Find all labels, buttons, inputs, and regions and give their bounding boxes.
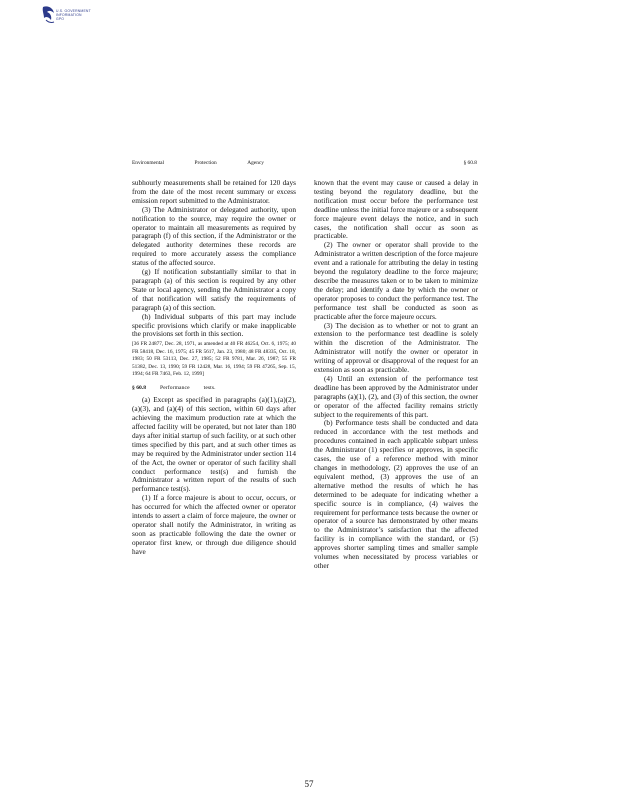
logo-line: GPO	[56, 17, 65, 22]
logo-text	[56, 9, 91, 22]
logo-line: INFORMATION	[56, 13, 82, 18]
section-caption-word: tests.	[203, 385, 216, 392]
paragraph: (g) If notification substantially similar to that in paragraph (a) of this section is required by any other State or local agency, sending the Administrator a copy of that notification will satisfy the requirements of paragraph (a) of this section.	[132, 267, 296, 312]
paragraph: (3) The Administrator or delegated authority, upon notification to the source, may require the owner or operator to maintain all measurements as required by paragraph (f) of this section, if the Administrator or the delegated authority determines these records are required to more accurately assess the compliance status of the affected source.	[132, 204, 296, 268]
agency-word: Environmental	[132, 160, 165, 166]
right-column	[314, 179, 478, 571]
paragraph: (1) If a force majeure is about to occur, occurs, or has occurred for which the affected owner or operator intends to assert a claim of force majeure, the owner or operator shall notify the Administrator, in writing as soon as practicable following the date the owner or operator first knew, or through due diligence should have	[132, 493, 296, 556]
paragraph: (b) Performance tests shall be conducted and data reduced in accordance with the test methods and procedures contained in each applicable subpart unless the Administrator (1) specifies or approves, in specific cases, the use of a reference method with minor changes in methodology, (2) approves the use of an equivalent method, (3) approves the use of an alternative method the results of which he has determined to be adequate for indicating whether a specific source is in compliance, (4) waives the requirement for performance tests because the owner or operator of a source has demonstrated by other means to the Administrator’s satisfaction that the affected facility is in compliance with the standard, or (5) approves shorter sampling times and smaller sample volumes when necessitated by process variables or other	[314, 418, 478, 570]
agency-word: Protection	[194, 160, 217, 166]
gpo-logo	[40, 4, 100, 34]
page-number: 57	[304, 779, 314, 789]
agency-name	[132, 160, 264, 166]
section-reference: § 60.8	[463, 160, 477, 166]
paragraph: (2) The owner or operator shall provide to the Administrator a written description of the force majeure event and a rationale for attributing the delay in testing beyond the regulatory deadline to the force majeure; describe the measures taken or to be taken to minimize the delay; and identify a date by which the owner or operator proposes to conduct the performance test. The performance test shall be conducted as soon as practicable after the force majeure occurs.	[314, 240, 478, 321]
section-number: § 60.8	[132, 385, 146, 392]
running-head	[132, 160, 477, 170]
section-caption-word: Performance	[159, 385, 190, 392]
section-heading	[132, 384, 296, 393]
logo-line: U.S. GOVERNMENT	[56, 9, 91, 13]
left-column	[132, 179, 296, 557]
agency-word: Agency	[247, 160, 264, 166]
paragraph: (h) Individual subparts of this part may include specific provisions which clarify or make inapplicable the provisions set forth in this section.	[132, 311, 296, 339]
amendment-citation: [36 FR 24877, Dec. 28, 1971, as amended at 40 FR 46254, Oct. 6, 1975; 40 FR 58418, Dec. 16, 1975; 45 FR 5617, Jan. 23, 1980; 48 FR 48335, Oct. 18, 1983; 50 FR 53113, Dec. 27, 1985; 52 FR 9781, Mar. 26, 1987; 55 FR 51382, Dec. 13, 1990; 59 FR 12428, Mar. 16, 1994; 59 FR 47265, Sep. 15, 1994; 64 FR 7463, Feb. 12, 1999]	[132, 341, 296, 377]
paragraph: (a) Except as specified in paragraphs (a)(1),(a)(2), (a)(3), and (a)(4) of this section, within 60 days after achieving the maximum production rate at which the affected facility will be operated, but not later than 180 days after initial startup of such facility, or at such other times specified by this part, and at such other times as may be required by the Administrator under section 114 of the Act, the owner or operator of such facility shall conduct performance test(s) and furnish the Administrator a written report of the results of such performance test(s).	[132, 395, 296, 494]
paragraph: known that the event may cause or caused a delay in testing beyond the regulatory deadline, but the notification must occur before the performance test deadline unless the initial force majeure or a subsequent force majeure event delays the notice, and in such cases, the notification shall occur as soon as practicable.	[314, 178, 478, 241]
paragraph: (3) The decision as to whether or not to grant an extension to the performance test deadline is solely within the discretion of the Administrator. The Administrator will notify the owner or operator in writing of approval or disapproval of the request for an extension as soon as practicable.	[314, 320, 478, 375]
paragraph: subhourly measurements shall be retained for 120 days from the date of the most recent summary or excess emission report submitted to the Administrator.	[132, 178, 296, 205]
paragraph: (4) Until an extension of the performance test deadline has been approved by the Administrator under paragraphs (a)(1), (2), and (3) of this section, the owner or operator of the affected facility remains strictly subject to the requirements of this part.	[314, 373, 478, 419]
